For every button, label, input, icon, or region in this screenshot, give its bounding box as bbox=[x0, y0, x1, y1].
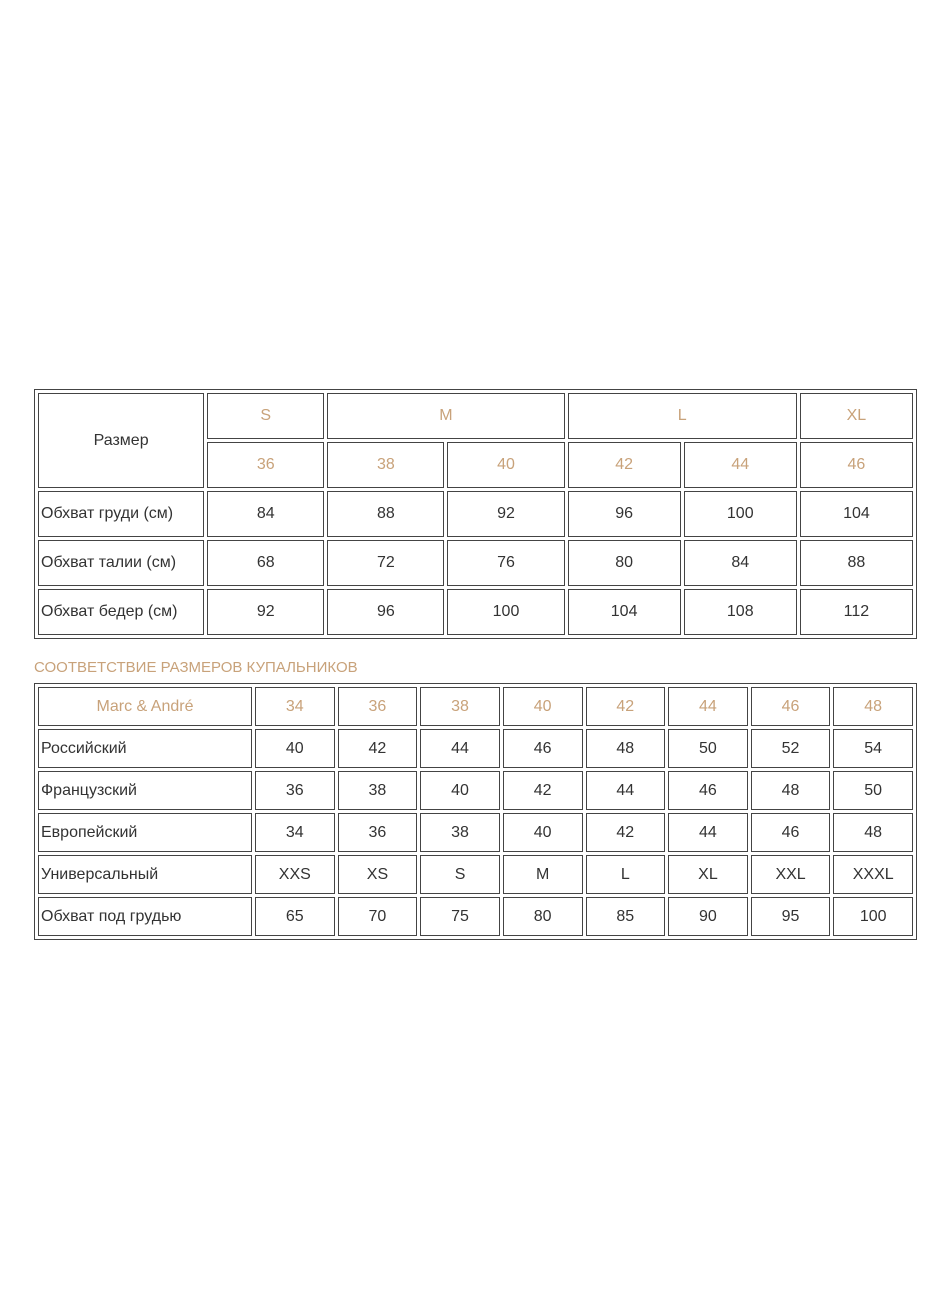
brand-size: 34 bbox=[255, 687, 335, 726]
size-number: 36 bbox=[207, 442, 324, 488]
swimwear-row-universal bbox=[38, 855, 913, 894]
measurement-cell: 96 bbox=[568, 491, 681, 537]
size-cell: S bbox=[420, 855, 500, 894]
size-cell: 90 bbox=[668, 897, 748, 936]
measurement-cell: 92 bbox=[447, 491, 564, 537]
size-cell: 80 bbox=[503, 897, 583, 936]
measurement-cell: 112 bbox=[800, 589, 913, 635]
size-cell: 65 bbox=[255, 897, 335, 936]
row-label: Обхват талии (см) bbox=[38, 540, 204, 586]
measurement-cell: 68 bbox=[207, 540, 324, 586]
row-label: Французский bbox=[38, 771, 252, 810]
size-cell: 85 bbox=[586, 897, 666, 936]
swimwear-row-european bbox=[38, 813, 913, 852]
measurement-cell: 76 bbox=[447, 540, 564, 586]
measurement-cell: 108 bbox=[684, 589, 797, 635]
row-label: Российский bbox=[38, 729, 252, 768]
size-cell: 34 bbox=[255, 813, 335, 852]
size-cell: 54 bbox=[833, 729, 913, 768]
size-cell: 48 bbox=[751, 771, 831, 810]
size-cell: 42 bbox=[586, 813, 666, 852]
measurement-row-chest bbox=[38, 491, 913, 537]
size-cell: 42 bbox=[503, 771, 583, 810]
size-cell: 75 bbox=[420, 897, 500, 936]
size-cell: 40 bbox=[503, 813, 583, 852]
measurement-cell: 84 bbox=[207, 491, 324, 537]
size-cell: 38 bbox=[338, 771, 418, 810]
measurement-cell: 80 bbox=[568, 540, 681, 586]
measurement-cell: 96 bbox=[327, 589, 444, 635]
brand-size: 48 bbox=[833, 687, 913, 726]
measurement-cell: 88 bbox=[800, 540, 913, 586]
size-cell: 44 bbox=[420, 729, 500, 768]
size-cell: XXL bbox=[751, 855, 831, 894]
size-chart-table bbox=[34, 389, 917, 639]
size-cell: 50 bbox=[833, 771, 913, 810]
size-cell: XXXL bbox=[833, 855, 913, 894]
size-cell: XL bbox=[668, 855, 748, 894]
size-cell: 44 bbox=[668, 813, 748, 852]
measurement-row-hips bbox=[38, 589, 913, 635]
size-cell: M bbox=[503, 855, 583, 894]
size-cell: 38 bbox=[420, 813, 500, 852]
size-cell: 48 bbox=[586, 729, 666, 768]
size-cell: 95 bbox=[751, 897, 831, 936]
measurement-row-waist bbox=[38, 540, 913, 586]
size-cell: 46 bbox=[751, 813, 831, 852]
brand-size: 36 bbox=[338, 687, 418, 726]
size-cell: 36 bbox=[338, 813, 418, 852]
size-group-l: L bbox=[568, 393, 797, 439]
row-label: Европейский bbox=[38, 813, 252, 852]
size-cell: 40 bbox=[255, 729, 335, 768]
size-cell: 70 bbox=[338, 897, 418, 936]
size-number: 38 bbox=[327, 442, 444, 488]
measurement-cell: 104 bbox=[800, 491, 913, 537]
size-cell: 36 bbox=[255, 771, 335, 810]
size-number: 44 bbox=[684, 442, 797, 488]
size-cell: L bbox=[586, 855, 666, 894]
size-cell: 50 bbox=[668, 729, 748, 768]
size-number: 40 bbox=[447, 442, 564, 488]
size-cell: 48 bbox=[833, 813, 913, 852]
swimwear-row-russian bbox=[38, 729, 913, 768]
swimwear-row-french bbox=[38, 771, 913, 810]
row-label: Обхват бедер (см) bbox=[38, 589, 204, 635]
size-cell: 100 bbox=[833, 897, 913, 936]
size-cell: 52 bbox=[751, 729, 831, 768]
size-cell: 46 bbox=[503, 729, 583, 768]
size-cell: 42 bbox=[338, 729, 418, 768]
size-group-m: M bbox=[327, 393, 564, 439]
size-cell: 40 bbox=[420, 771, 500, 810]
measurement-cell: 84 bbox=[684, 540, 797, 586]
measurement-cell: 72 bbox=[327, 540, 444, 586]
size-cell: XXS bbox=[255, 855, 335, 894]
measurement-cell: 88 bbox=[327, 491, 444, 537]
brand-size: 42 bbox=[586, 687, 666, 726]
size-corner-label: Размер bbox=[38, 393, 204, 488]
size-cell: XS bbox=[338, 855, 418, 894]
swimwear-row-underbust bbox=[38, 897, 913, 936]
brand-size: 44 bbox=[668, 687, 748, 726]
measurement-cell: 104 bbox=[568, 589, 681, 635]
size-group-xl: XL bbox=[800, 393, 913, 439]
row-label: Универсальный bbox=[38, 855, 252, 894]
size-number: 42 bbox=[568, 442, 681, 488]
row-label: Обхват под грудью bbox=[38, 897, 252, 936]
measurement-cell: 92 bbox=[207, 589, 324, 635]
brand-label: Marc & André bbox=[38, 687, 252, 726]
brand-size: 40 bbox=[503, 687, 583, 726]
size-cell: 46 bbox=[668, 771, 748, 810]
row-label: Обхват груди (см) bbox=[38, 491, 204, 537]
brand-size: 38 bbox=[420, 687, 500, 726]
size-group-row bbox=[38, 393, 913, 439]
size-cell: 44 bbox=[586, 771, 666, 810]
brand-size: 46 bbox=[751, 687, 831, 726]
swimwear-size-table bbox=[34, 683, 917, 940]
measurement-cell: 100 bbox=[684, 491, 797, 537]
swimwear-section-title: СООТВЕТСТВИЕ РАЗМЕРОВ КУПАЛЬНИКОВ bbox=[34, 659, 358, 676]
size-number: 46 bbox=[800, 442, 913, 488]
measurement-cell: 100 bbox=[447, 589, 564, 635]
size-group-s: S bbox=[207, 393, 324, 439]
swimwear-header-row bbox=[38, 687, 913, 726]
